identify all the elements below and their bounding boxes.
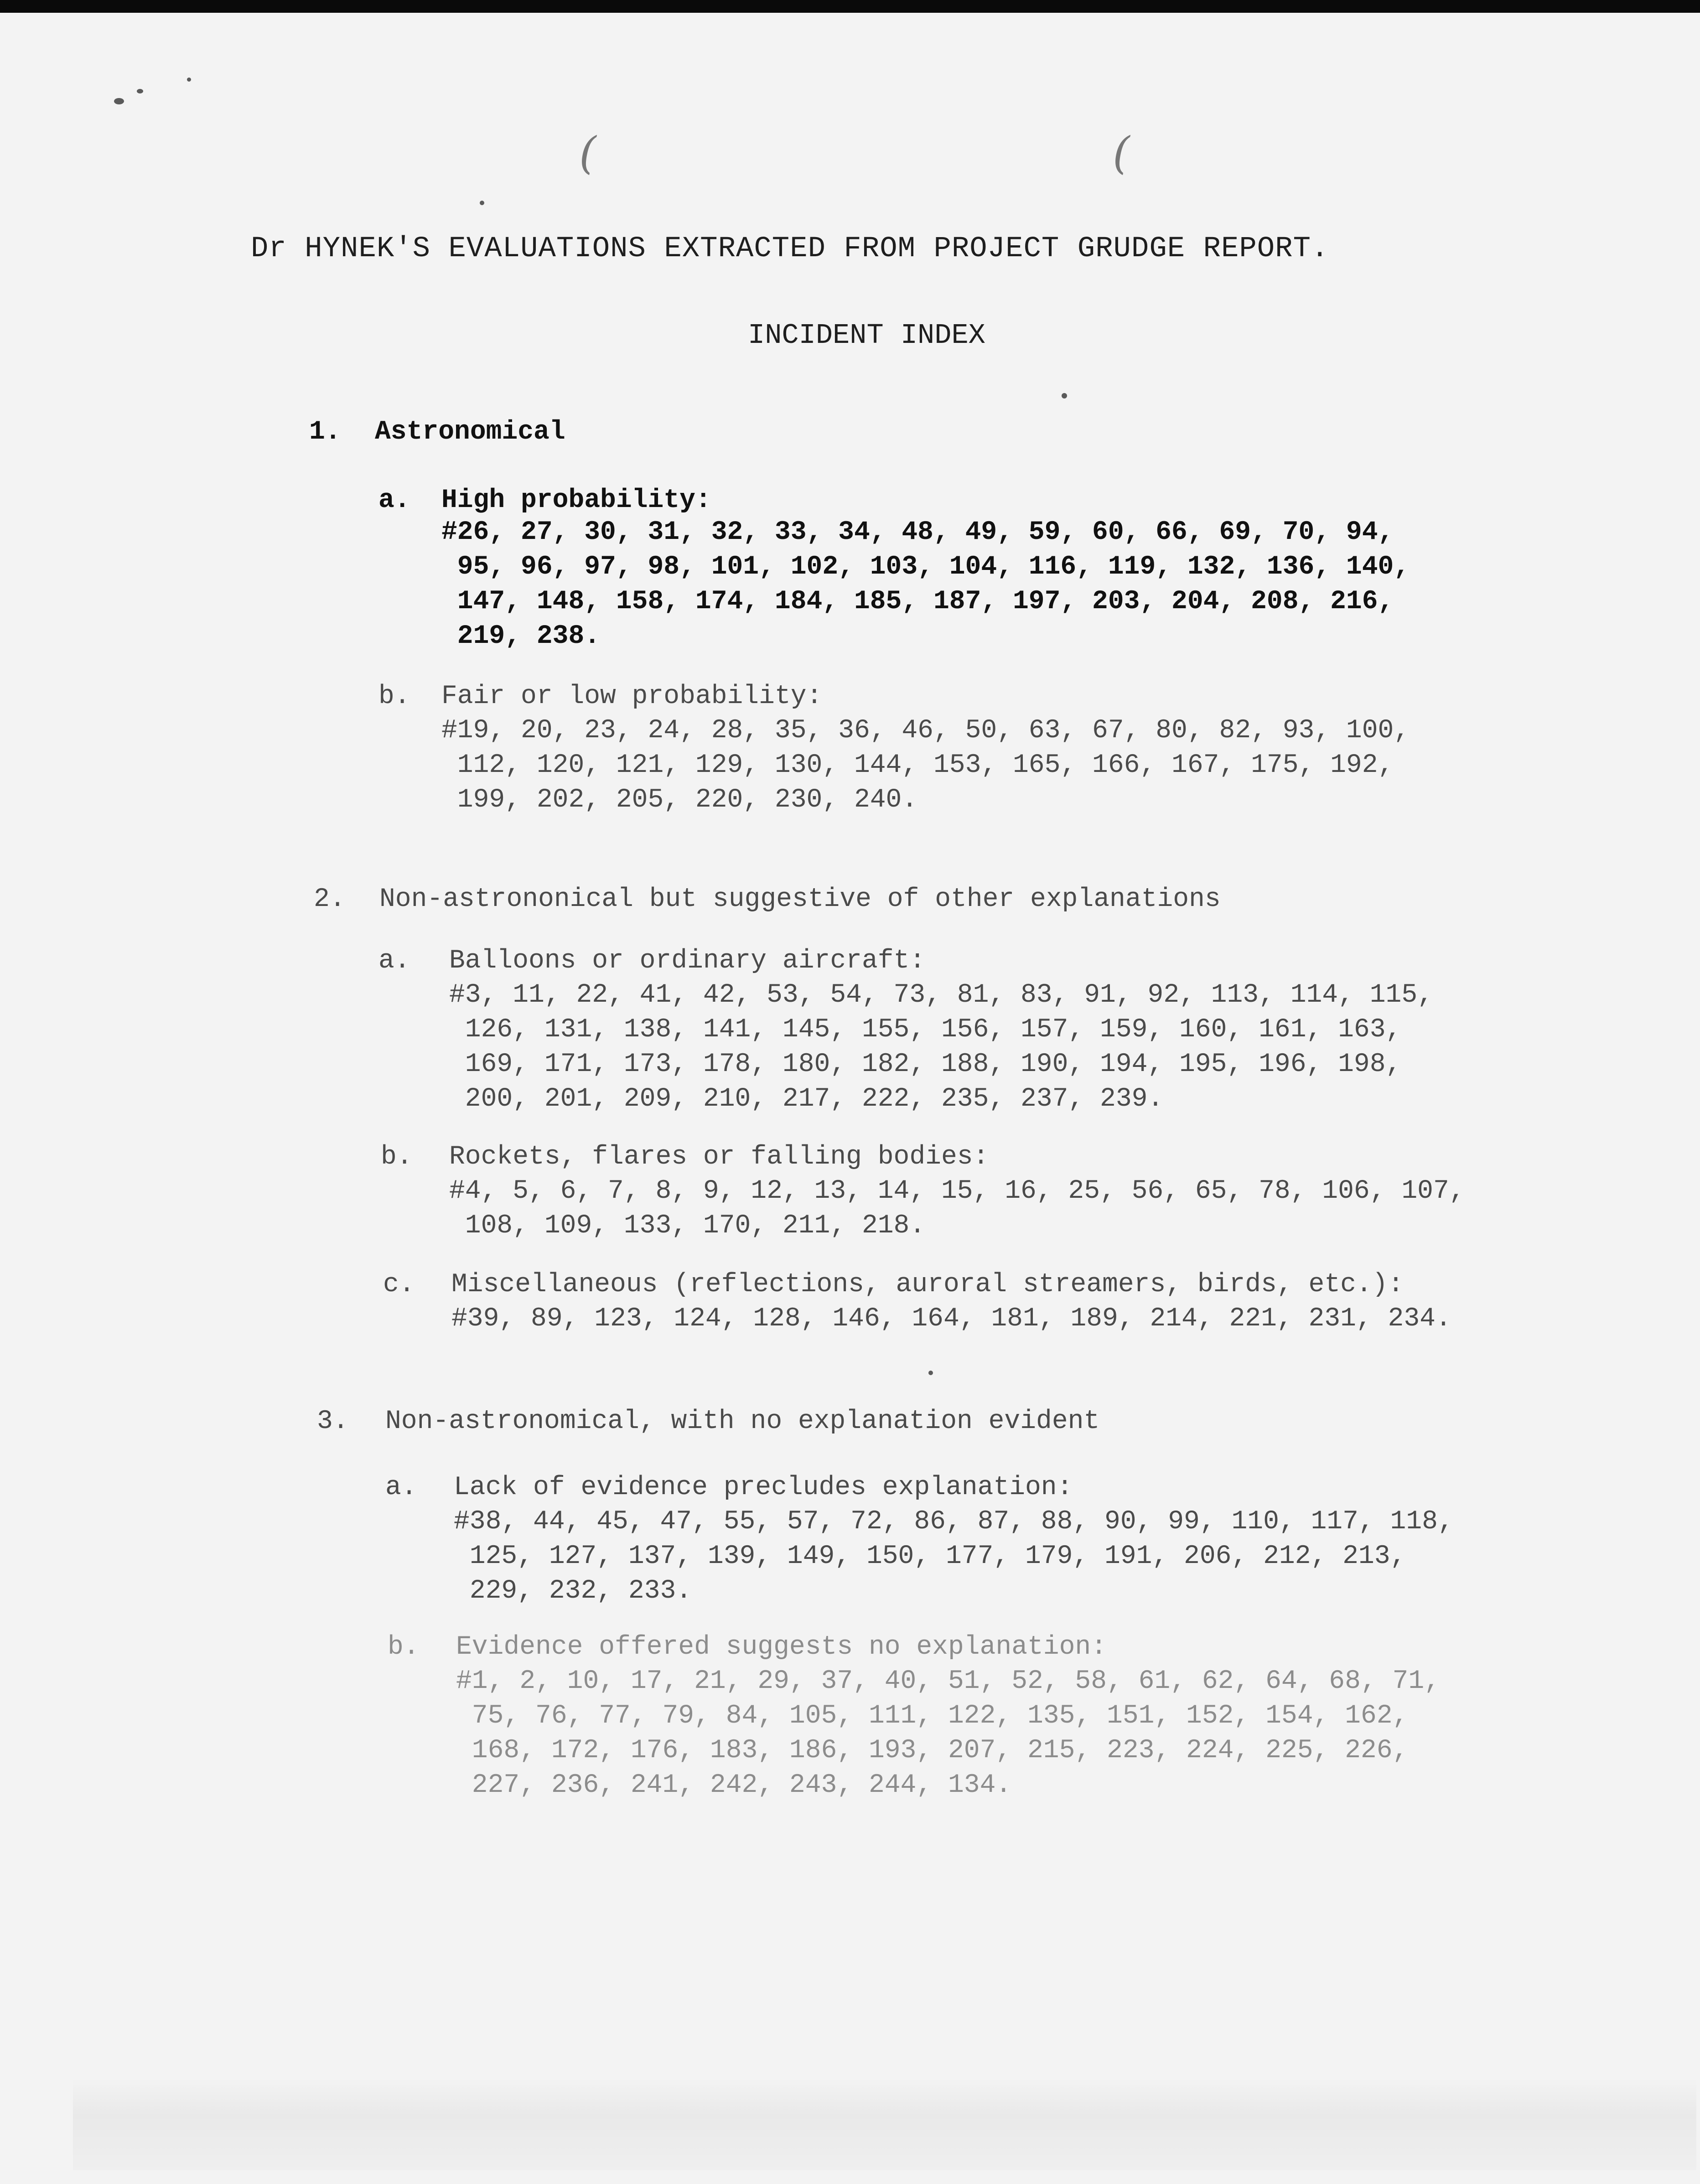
subsection-heading: Evidence offered suggests no explanation: <box>456 1632 1107 1662</box>
list-line: 125, 127, 137, 139, 149, 150, 177, 179, 191, 206, 212, 213, <box>454 1542 1406 1571</box>
incident-number-list <box>451 1302 1451 1336</box>
subsection-letter: b. <box>381 1142 413 1172</box>
document-subtitle: INCIDENT INDEX <box>748 319 985 352</box>
section-number: 2. <box>314 885 346 914</box>
scan-speck <box>137 89 143 93</box>
list-line: 112, 120, 121, 129, 130, 144, 153, 165, 166, 167, 175, 192, <box>441 750 1394 780</box>
subsection-heading: Balloons or ordinary aircraft: <box>449 946 926 976</box>
section-number: 1. <box>309 417 341 447</box>
scan-speck <box>1062 393 1067 399</box>
scan-speck <box>187 78 191 82</box>
scan-mark-left: ( <box>579 128 596 179</box>
list-line: 108, 109, 133, 170, 211, 218. <box>449 1211 926 1241</box>
scan-mark-right: ( <box>1113 128 1130 179</box>
subsection-letter: b. <box>388 1632 420 1662</box>
scan-bottom-shading <box>73 2079 1696 2170</box>
section-number: 3. <box>317 1407 349 1436</box>
section-heading: Astronomical <box>375 417 565 447</box>
incident-number-list <box>456 1664 1440 1803</box>
section-heading: Non-astronomical, with no explanation evident <box>385 1407 1100 1436</box>
incident-number-list <box>441 714 1410 818</box>
incident-number-list <box>454 1505 1454 1609</box>
subsection-letter: a. <box>385 1473 417 1502</box>
subsection-heading: Lack of evidence precludes explanation: <box>454 1473 1073 1502</box>
scan-top-border <box>0 0 1700 13</box>
list-line: 229, 232, 233. <box>454 1576 692 1606</box>
list-line: 200, 201, 209, 210, 217, 222, 235, 237, 239. <box>449 1084 1164 1114</box>
list-line: 95, 96, 97, 98, 101, 102, 103, 104, 116, 119, 132, 136, 140, <box>441 552 1410 582</box>
list-line: 126, 131, 138, 141, 145, 155, 156, 157, 159, 160, 161, 163, <box>449 1015 1402 1045</box>
subsection-letter: a. <box>378 946 410 976</box>
list-line: #39, 89, 123, 124, 128, 146, 164, 181, 189, 214, 221, 231, 234. <box>451 1304 1451 1334</box>
incident-number-list <box>449 978 1433 1117</box>
list-line: #19, 20, 23, 24, 28, 35, 36, 46, 50, 63, 67, 80, 82, 93, 100, <box>441 716 1410 745</box>
list-line: #4, 5, 6, 7, 8, 9, 12, 13, 14, 15, 16, 25, 56, 65, 78, 106, 107, <box>449 1176 1465 1206</box>
scan-speck <box>480 201 484 205</box>
subsection-letter: c. <box>383 1270 415 1299</box>
list-line: #26, 27, 30, 31, 32, 33, 34, 48, 49, 59, 60, 66, 69, 70, 94, <box>441 518 1394 547</box>
subsection-heading: Rockets, flares or falling bodies: <box>449 1142 989 1172</box>
subsection-heading: High probability: <box>441 486 711 515</box>
scan-speck <box>114 98 124 104</box>
document-title: Dr HYNEK'S EVALUATIONS EXTRACTED FROM PROJECT GRUDGE REPORT. <box>251 233 1329 265</box>
list-line: 219, 238. <box>441 621 601 651</box>
list-line: 75, 76, 77, 79, 84, 105, 111, 122, 135, 151, 152, 154, 162, <box>456 1701 1409 1731</box>
incident-number-list <box>441 515 1410 654</box>
subsection-letter: a. <box>378 486 410 515</box>
list-line: 199, 202, 205, 220, 230, 240. <box>441 785 918 815</box>
list-line: 169, 171, 173, 178, 180, 182, 188, 190, 194, 195, 196, 198, <box>449 1050 1402 1079</box>
list-line: 227, 236, 241, 242, 243, 244, 134. <box>456 1770 1012 1800</box>
subsection-heading: Fair or low probability: <box>441 682 823 711</box>
section-heading: Non-astrononical but suggestive of other explanations <box>379 885 1221 914</box>
subsection-heading: Miscellaneous (reflections, auroral streamers, birds, etc.): <box>451 1270 1404 1299</box>
list-line: #38, 44, 45, 47, 55, 57, 72, 86, 87, 88, 90, 99, 110, 117, 118, <box>454 1507 1454 1537</box>
list-line: #1, 2, 10, 17, 21, 29, 37, 40, 51, 52, 58, 61, 62, 64, 68, 71, <box>456 1666 1440 1696</box>
list-line: 147, 148, 158, 174, 184, 185, 187, 197, 203, 204, 208, 216, <box>441 587 1394 616</box>
list-line: #3, 11, 22, 41, 42, 53, 54, 73, 81, 83, 91, 92, 113, 114, 115, <box>449 980 1433 1010</box>
list-line: 168, 172, 176, 183, 186, 193, 207, 215, 223, 224, 225, 226, <box>456 1736 1409 1765</box>
incident-number-list <box>449 1174 1465 1243</box>
subsection-letter: b. <box>378 682 410 711</box>
scan-speck <box>928 1371 933 1375</box>
